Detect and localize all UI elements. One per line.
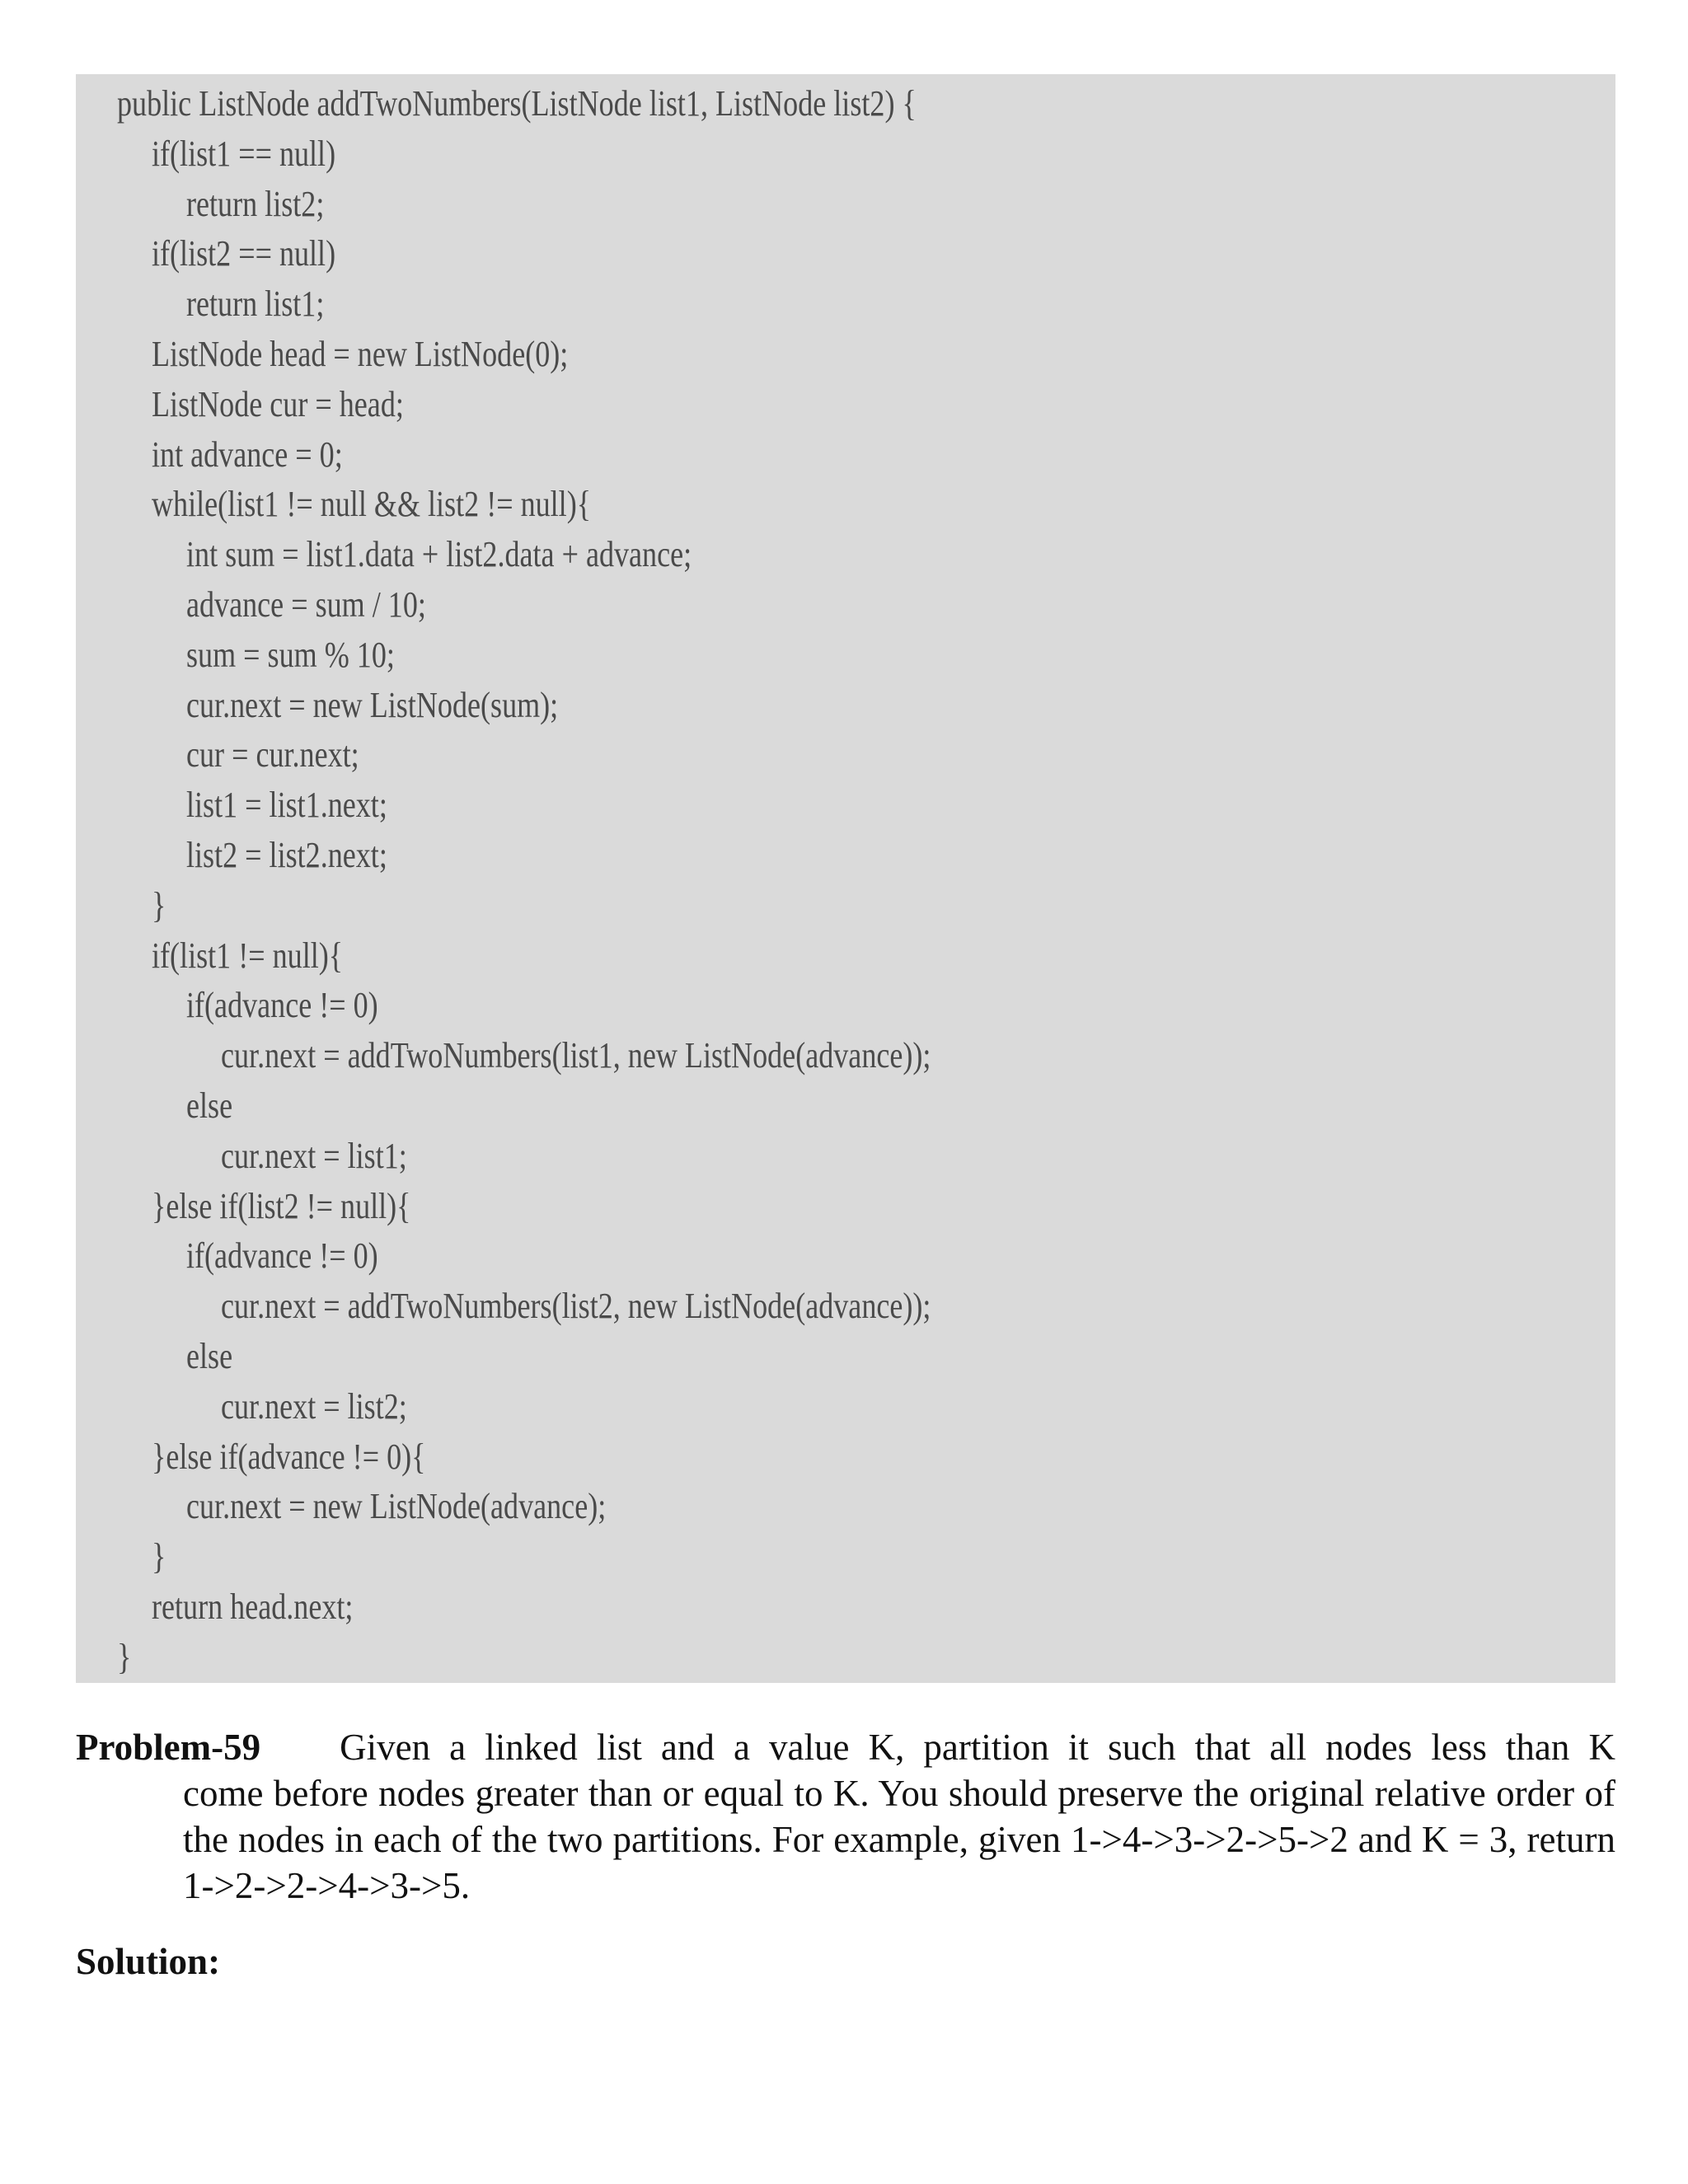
- code-line: }else if(list2 != null){: [152, 1185, 411, 1226]
- code-line: cur.next = new ListNode(sum);: [186, 684, 559, 725]
- code-line: if(list1 != null){: [152, 935, 344, 976]
- code-line: cur.next = list1;: [221, 1135, 407, 1176]
- code-line: list1 = list1.next;: [186, 785, 387, 826]
- code-line: cur.next = list2;: [221, 1385, 407, 1427]
- code-listing: [76, 74, 1615, 1683]
- code-line: if(list1 == null): [152, 133, 336, 174]
- problem-first-text: Given a linked list and a value K, partition it such that all nodes less than K: [340, 1727, 1615, 1768]
- code-line: }: [152, 1536, 166, 1577]
- code-line: }: [117, 1636, 132, 1677]
- code-line: return list1;: [186, 284, 325, 325]
- code-line: ListNode cur = head;: [152, 383, 404, 424]
- code-line: return list2;: [186, 183, 325, 224]
- code-line: }else if(advance != 0){: [152, 1436, 426, 1477]
- code-line: advance = sum / 10;: [186, 584, 426, 625]
- code-line: else: [186, 1336, 233, 1376]
- code-line: return head.next;: [152, 1586, 354, 1627]
- code-line: ListNode head = new ListNode(0);: [152, 334, 569, 374]
- code-line: }: [152, 884, 166, 926]
- problem-label: Problem-59: [76, 1727, 261, 1768]
- code-line: int sum = list1.data + list2.data + advance;: [186, 534, 692, 575]
- code-line: cur.next = new ListNode(advance);: [186, 1486, 607, 1527]
- code-line: list2 = list2.next;: [186, 835, 387, 875]
- code-line: cur = cur.next;: [186, 734, 359, 776]
- code-line: sum = sum % 10;: [186, 634, 395, 675]
- solution-label: Solution:: [76, 1941, 221, 1982]
- code-line: if(advance != 0): [186, 1235, 378, 1277]
- problem-statement: [76, 1724, 1615, 1909]
- problem-body-text: come before nodes greater than or equal to K. You should preserve the original relative order of the nodes in each of the two partitions. For example, given 1->4->3->2->5->2 and K = 3, return 1->2->2->4->3->5.: [183, 1773, 1615, 1906]
- code-line: if(list2 == null): [152, 233, 336, 274]
- code-line: while(list1 != null && list2 != null){: [152, 484, 592, 525]
- problem-first-line: [76, 1724, 1615, 1770]
- code-line: cur.next = addTwoNumbers(list1, new ListNode(advance));: [221, 1035, 931, 1076]
- code-line: cur.next = addTwoNumbers(list2, new ListNode(advance));: [221, 1286, 931, 1327]
- code-line: int advance = 0;: [152, 434, 343, 475]
- code-line: public ListNode addTwoNumbers(ListNode list1, ListNode list2) {: [117, 83, 917, 124]
- code-line: else: [186, 1085, 233, 1126]
- code-line: if(advance != 0): [186, 985, 378, 1026]
